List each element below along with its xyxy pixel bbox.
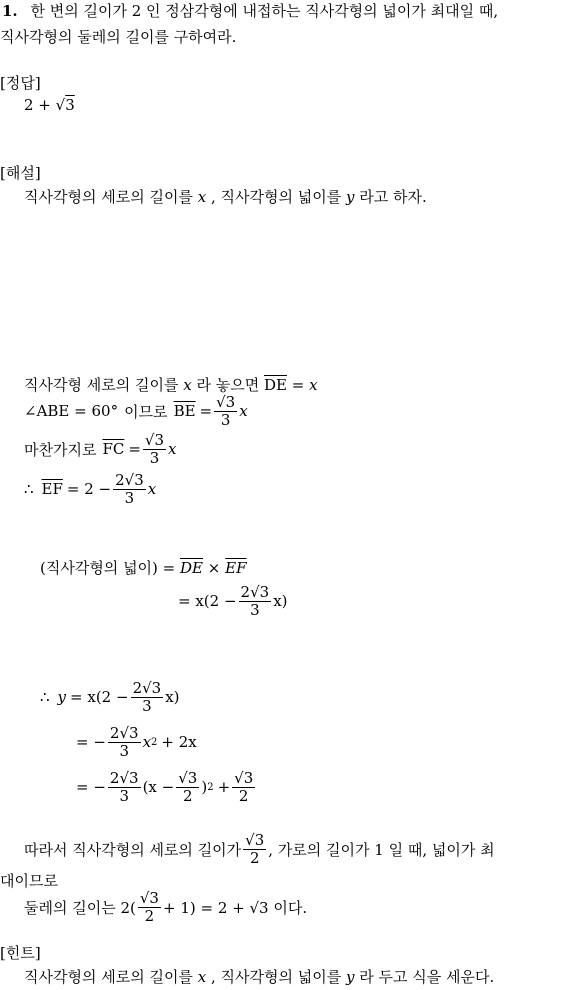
c3-fraction — [138, 890, 161, 924]
problem-line-1 — [2, 0, 498, 21]
sqrt-symbol: √ — [55, 96, 66, 114]
answer-pre: 2 + — [24, 96, 51, 114]
y3-fraction-2 — [176, 770, 199, 804]
hint-text-b: , 직사각형의 넓이를 — [210, 968, 342, 986]
y1-therefore: ∴ — [40, 688, 50, 706]
y1-c: x) — [165, 688, 180, 706]
area2-fraction — [239, 584, 272, 618]
c3-b: + 1) = 2 + √3 이다. — [162, 898, 308, 917]
conclusion-line-3 — [24, 890, 307, 924]
s4-frac-num: 2√3 — [115, 471, 144, 489]
y3-c: ) — [201, 778, 208, 796]
s2-text-b: 이므로 — [124, 402, 168, 421]
s2-angle: ∠ABE = 60° — [24, 402, 119, 420]
y2-frac-num: 2√3 — [109, 724, 139, 742]
step-3 — [24, 432, 177, 466]
hint-var-y: y — [345, 968, 355, 986]
s2-var-x: x — [239, 402, 248, 420]
c1-a: 따라서 직사각형의 세로의 길이가 — [24, 840, 242, 859]
step-2 — [24, 394, 248, 428]
s1-text-b: 라 놓으면 — [196, 376, 260, 394]
hint-text-c: 라 두고 식을 세운다. — [359, 968, 495, 986]
y3-a: = − — [76, 778, 106, 796]
s4-therefore: ∴ — [24, 480, 34, 498]
s4-var-x: x — [147, 480, 157, 498]
s1-var-x: x — [183, 376, 192, 394]
c3-frac-den: 2 — [144, 906, 155, 925]
c3-frac-num: √3 — [139, 889, 159, 907]
s2-fraction — [214, 394, 237, 428]
c1-b: , 가로의 길이가 1 일 때, 넓이가 최 — [268, 840, 495, 859]
y3-frac1-den: 3 — [119, 786, 129, 805]
s2-segment: $\overline{BE}$ — [173, 402, 196, 420]
hint-text — [24, 966, 494, 987]
hint-text-a: 직사각형의 세로의 길이를 — [24, 968, 193, 986]
y2-a: = − — [76, 733, 106, 751]
y2-c: + 2x — [161, 733, 197, 751]
y2-var-x: x — [142, 733, 152, 751]
area-de: $\overline{DE}$ — [180, 559, 204, 577]
y1-var-y: y — [57, 688, 67, 706]
s3-frac-den: 3 — [149, 448, 160, 467]
area-line-1 — [40, 557, 247, 578]
intro-text-c: 라고 하자. — [359, 188, 427, 206]
s4-fraction — [113, 472, 146, 506]
s3-segment: $\overline{FC}$ — [102, 440, 125, 458]
s3-var-x: x — [168, 440, 177, 458]
s4-frac-den: 3 — [124, 488, 135, 507]
problem-text-2: 직사각형의 둘레의 길이를 구하여라. — [0, 28, 237, 46]
intro-var-y: y — [345, 188, 355, 206]
intro-text-a: 직사각형의 세로의 길이를 — [24, 188, 193, 206]
solution-header: [해설] — [0, 164, 41, 182]
y1-frac-den: 3 — [142, 696, 152, 715]
y2-sup: 2 — [151, 736, 158, 748]
y3-d: + — [217, 778, 231, 796]
c3-a: 둘레의 길이는 2( — [24, 898, 136, 917]
c1-frac-num: √3 — [245, 831, 265, 849]
intro-var-x: x — [197, 188, 207, 206]
solution-intro — [24, 186, 427, 207]
s2-eq: = — [199, 402, 213, 420]
c1-frac-den: 2 — [249, 848, 260, 867]
s3-eq: = — [128, 440, 141, 458]
y3-frac2-num: √3 — [178, 769, 198, 787]
step-1 — [24, 374, 318, 395]
area-ef: $\overline{EF}$ — [225, 559, 247, 577]
conclusion-line-1 — [24, 832, 495, 866]
y1-fraction — [131, 680, 164, 714]
area2-frac-den: 3 — [250, 600, 260, 619]
y1-frac-num: 2√3 — [132, 679, 162, 697]
hint-var-x: x — [197, 968, 207, 986]
y3-frac3-den: 2 — [238, 786, 249, 805]
area2-b: x) — [273, 592, 288, 610]
y3-fraction-3 — [232, 770, 255, 804]
y-line-2 — [76, 725, 197, 759]
s3-text-a: 마찬가지로 — [24, 440, 97, 459]
s3-fraction — [143, 432, 166, 466]
area-line-2 — [178, 584, 288, 618]
s1-text-a: 직사각형 세로의 길이를 — [24, 376, 179, 394]
s1-segment: $\overline{DE}$ — [263, 376, 287, 394]
s1-var-x2: x — [309, 376, 318, 394]
area2-a: = x(2 − — [178, 592, 237, 610]
s1-eq: = — [291, 376, 305, 394]
problem-number: 1. — [2, 2, 18, 20]
s2-frac-den: 3 — [220, 410, 231, 429]
s2-frac-num: √3 — [216, 393, 236, 411]
sqrt-radicand: 3 — [65, 96, 75, 114]
area-times: × — [207, 559, 221, 577]
s4-segment: $\overline{EF}$ — [41, 480, 63, 498]
y3-frac1-num: 2√3 — [109, 769, 139, 787]
y3-frac3-num: √3 — [234, 769, 254, 787]
y3-frac2-den: 2 — [183, 786, 193, 805]
area-label: (직사각형의 넓이) = — [40, 559, 176, 577]
s4-eq: = 2 − — [66, 480, 112, 498]
hint-header: [힌트] — [0, 944, 41, 962]
problem-text-1: 한 변의 길이가 2 인 정삼각형에 내접하는 직사각형의 넓이가 최대일 때, — [30, 2, 499, 20]
s3-frac-num: √3 — [144, 431, 165, 449]
y3-b: (x − — [142, 778, 175, 796]
conclusion-line-2: 대이므로 — [0, 872, 58, 890]
step-4 — [24, 472, 156, 506]
answer-header: [정답] — [0, 74, 41, 92]
y-line-1 — [40, 680, 180, 714]
y2-frac-den: 3 — [119, 741, 129, 760]
y2-fraction — [108, 725, 141, 759]
y1-b: = x(2 − — [70, 688, 129, 706]
y3-fraction-1 — [108, 770, 141, 804]
y-line-3 — [76, 770, 257, 804]
answer-value — [24, 96, 75, 114]
c1-fraction — [243, 832, 266, 866]
y3-sup: 2 — [207, 781, 214, 793]
area2-frac-num: 2√3 — [240, 583, 270, 601]
answer-sqrt — [56, 96, 75, 114]
intro-text-b: , 직사각형의 넓이를 — [210, 188, 342, 206]
